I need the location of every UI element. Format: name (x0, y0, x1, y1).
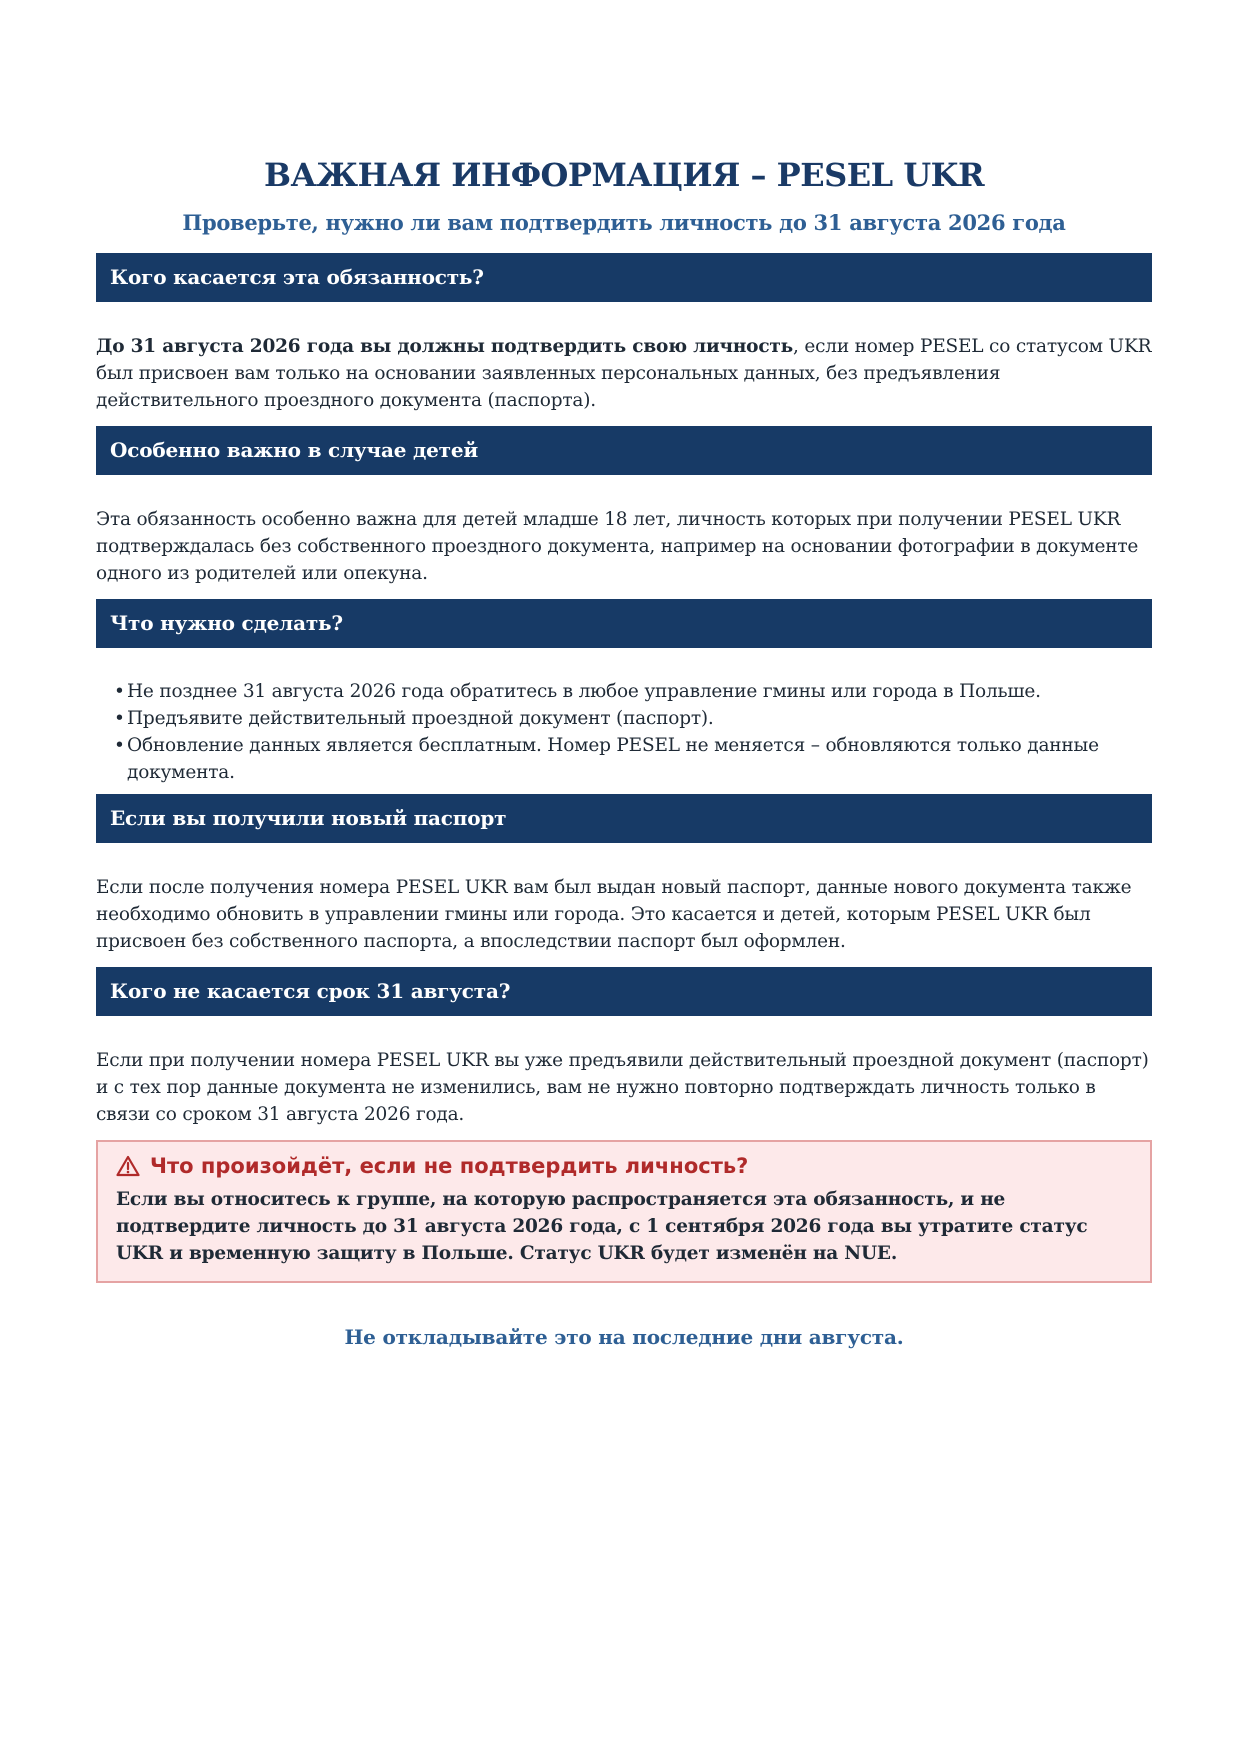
section-text-new-passport: Если после получения номера PESEL UKR вам был выдан новый паспорт, данные нового документа также необходимо обновить в управлении гмины или города. Это касается и детей, которым PESEL UKR был присвоен без собственного паспорта, а впоследствии паспорт был оформлен. (96, 877, 1132, 952)
warning-triangle-icon (116, 1155, 140, 1177)
list-item (114, 678, 1152, 705)
footer-note: Не откладывайте это на последние дни августа. (344, 1325, 904, 1349)
document-page (96, 150, 1152, 1349)
page-subtitle: Проверьте, нужно ли вам подтвердить личность до 31 августа 2026 года (182, 210, 1066, 235)
warning-title-text: Что произойдёт, если не подтвердить личность? (150, 1154, 749, 1178)
bullet-icon: • (114, 708, 125, 729)
page-title: ВАЖНАЯ ИНФОРМАЦИЯ – PESEL UKR (263, 156, 985, 194)
section-header-what-to-do: Что нужно сделать? (96, 599, 1152, 648)
list-item-text: Предъявите действительный проездной документ (паспорт). (127, 708, 714, 729)
section-text-children: Эта обязанность особенно важна для детей младше 18 лет, личность которых при получении PESEL UKR подтверждалась без собственного проездного документа, например на основании фотографии в документе одного из родителей или опекуна. (96, 509, 1139, 584)
warning-box (96, 1140, 1152, 1283)
section-header-new-passport: Если вы получили новый паспорт (96, 794, 1152, 843)
todo-list (96, 648, 1152, 786)
section-header-children: Особенно важно в случае детей (96, 426, 1152, 475)
section-header-who: Кого касается эта обязанность? (96, 253, 1152, 302)
list-item (114, 705, 1152, 732)
section-header-not-concerned: Кого не касается срок 31 августа? (96, 967, 1152, 1016)
section-text-who (96, 302, 1152, 414)
bullet-icon: • (114, 681, 125, 702)
list-item-text: Не позднее 31 августа 2026 года обратитесь в любое управление гмины или города в Польше. (127, 681, 1041, 702)
section-text-who-rest: , если номер PESEL со статусом UKR был присвоен вам только на основании заявленных персональных данных, без предъявления действительного проездного документа (паспорта). (96, 336, 1152, 411)
warning-title (116, 1154, 1132, 1178)
section-text-not-concerned: Если при получении номера PESEL UKR вы уже предъявили действительный проездной документ (паспорт) и с тех пор данные документа не изменились, вам не нужно повторно подтверждать личность только в связи со сроком 31 августа 2026 года. (96, 1050, 1149, 1125)
list-item (114, 732, 1152, 786)
warning-text: Если вы относитесь к группе, на которую распространяется эта обязанность, и не подтвердите личность до 31 августа 2026 года, с 1 сентября 2026 года вы утратите статус UKR и временную защиту в Польше. Статус UKR будет изменён на NUE. (116, 1189, 1088, 1264)
list-item-text: Обновление данных является бесплатным. Номер PESEL не меняется – обновляются только данные документа. (127, 735, 1099, 783)
section-text-who-bold: До 31 августа 2026 года вы должны подтвердить свою личность (96, 336, 793, 357)
bullet-icon: • (114, 735, 125, 756)
